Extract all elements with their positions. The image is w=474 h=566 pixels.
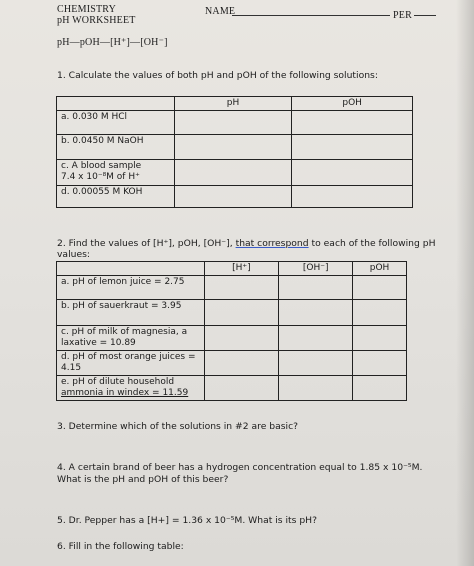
- column-header-oh-ion: [OH⁻]: [279, 262, 353, 276]
- table-row-label: [57, 111, 175, 135]
- answer-cell: [279, 351, 353, 376]
- column-header-poh: pOH: [353, 262, 407, 276]
- answer-cell: [204, 276, 279, 300]
- answer-cell: [353, 300, 407, 326]
- question-1-prompt: 1. Calculate the values of both pH and pOH of the following solutions:: [57, 70, 378, 81]
- period-label: PER: [393, 10, 412, 21]
- question-2-table: [56, 261, 407, 401]
- table-row-label: [57, 160, 175, 186]
- row-label-line: b. pH of sauerkraut = 3.95: [61, 301, 182, 311]
- answer-cell: [353, 276, 407, 300]
- answer-cell: [279, 376, 353, 401]
- question-2-prompt: [57, 238, 435, 249]
- question-4-line2: What is the pH and pOH of this beer?: [57, 474, 229, 485]
- answer-cell: [279, 326, 353, 351]
- name-label: NAME: [205, 6, 236, 17]
- answer-cell: [174, 186, 292, 208]
- row-label-line: b. 0.0450 M NaOH: [61, 136, 144, 146]
- table-corner-cell: [57, 97, 175, 111]
- period-blank-line: [414, 15, 436, 16]
- answer-cell: [174, 111, 292, 135]
- answer-cell: [204, 300, 279, 326]
- answer-cell: [279, 276, 353, 300]
- column-header-poh: pOH: [292, 97, 413, 111]
- formula-line: pH—pOH—[H⁺]—[OH⁻]: [57, 37, 168, 48]
- course-title: CHEMISTRY: [57, 4, 117, 15]
- prompt-text: 2. Find the values of [H⁺], pOH, [OH⁻],: [57, 238, 233, 249]
- name-blank-line: [232, 15, 390, 16]
- question-5-prompt: 5. Dr. Pepper has a [H+] = 1.36 x 10⁻⁵M. What is its pH?: [57, 515, 317, 526]
- row-label-line: 7.4 x 10⁻⁸M of H⁺: [61, 172, 140, 182]
- page-edge-shadow: [456, 0, 474, 566]
- row-label-line: c. A blood sample: [61, 161, 142, 171]
- table-row-label: [57, 351, 205, 376]
- row-label-line: e. pH of dilute household: [61, 377, 175, 387]
- prompt-text: to each of the following pH: [311, 238, 436, 249]
- answer-cell: [204, 351, 279, 376]
- answer-cell: [174, 135, 292, 160]
- row-label-line: laxative = 10.89: [61, 338, 136, 348]
- row-label-line: a. pH of lemon juice = 2.75: [61, 277, 185, 287]
- row-label-line: a. 0.030 M HCl: [61, 112, 128, 122]
- answer-cell: [353, 326, 407, 351]
- table-row-label: [57, 326, 205, 351]
- question-1-table: [56, 96, 413, 208]
- answer-cell: [353, 351, 407, 376]
- answer-cell: [174, 160, 292, 186]
- table-corner-cell: [57, 262, 205, 276]
- table-row-label: [57, 135, 175, 160]
- row-label-line: d. 0.00055 M KOH: [61, 187, 143, 197]
- column-header-h-ion: [H⁺]: [204, 262, 279, 276]
- table-row-label: [57, 276, 205, 300]
- table-row-label: [57, 376, 205, 401]
- table-row-label: [57, 186, 175, 208]
- row-label-line: 4.15: [61, 363, 82, 373]
- question-2-prompt-line2: values:: [57, 249, 90, 260]
- answer-cell: [204, 326, 279, 351]
- answer-cell: [292, 111, 413, 135]
- table-row-label: [57, 300, 205, 326]
- row-label-line: c. pH of milk of magnesia, a: [61, 327, 188, 337]
- column-header-ph: pH: [174, 97, 292, 111]
- row-label-line: d. pH of most orange juices =: [61, 352, 196, 362]
- question-4-line1: 4. A certain brand of beer has a hydrogen concentration equal to 1.85 x 10⁻⁵M.: [57, 462, 423, 473]
- answer-cell: [353, 376, 407, 401]
- question-3-prompt: 3. Determine which of the solutions in #2 are basic?: [57, 421, 298, 432]
- row-label-line: ammonia in windex = 11.59: [61, 388, 189, 398]
- answer-cell: [279, 300, 353, 326]
- prompt-underlined-text: that correspond: [235, 238, 309, 249]
- answer-cell: [204, 376, 279, 401]
- worksheet-title: pH WORKSHEET: [57, 15, 136, 26]
- answer-cell: [292, 160, 413, 186]
- question-6-prompt: 6. Fill in the following table:: [57, 541, 184, 552]
- answer-cell: [292, 135, 413, 160]
- answer-cell: [292, 186, 413, 208]
